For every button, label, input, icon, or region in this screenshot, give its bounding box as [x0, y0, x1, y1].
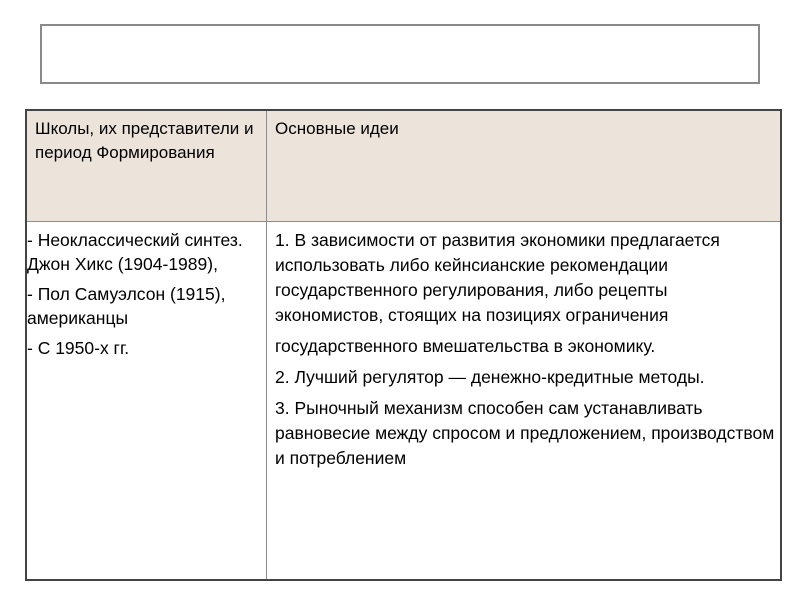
school-item: - С 1950-х гг.	[27, 338, 130, 358]
column-divider	[266, 111, 267, 579]
schools-cell	[27, 228, 265, 360]
idea-paragraph: 2. Лучший регулятор — денежно-кредитные методы.	[275, 367, 705, 387]
school-item: - Неоклассический синтез. Джон Хикс (1904-1989),	[27, 230, 243, 274]
header-schools: Школы, их представители и период Формирования	[35, 119, 254, 162]
idea-paragraph: государственного вмешательства в экономику.	[275, 336, 656, 356]
header-ideas: Основные идеи	[275, 119, 399, 138]
ideas-cell	[275, 228, 775, 477]
school-item: - Пол Самуэлсон (1915), американцы	[27, 284, 226, 328]
idea-paragraph: 1. В зависимости от развития экономики предлагается использовать либо кейнсианские рекомендации государственного регулирования, либо рецепты экономистов, стоящих на позициях ограничения	[275, 230, 720, 325]
slide-title-box	[40, 24, 760, 84]
schools-table	[25, 109, 782, 581]
table-header-row	[27, 111, 780, 222]
idea-paragraph: 3. Рыночный механизм способен сам устанавливать равновесие между спросом и предложением, производством и потреблением	[275, 398, 775, 468]
